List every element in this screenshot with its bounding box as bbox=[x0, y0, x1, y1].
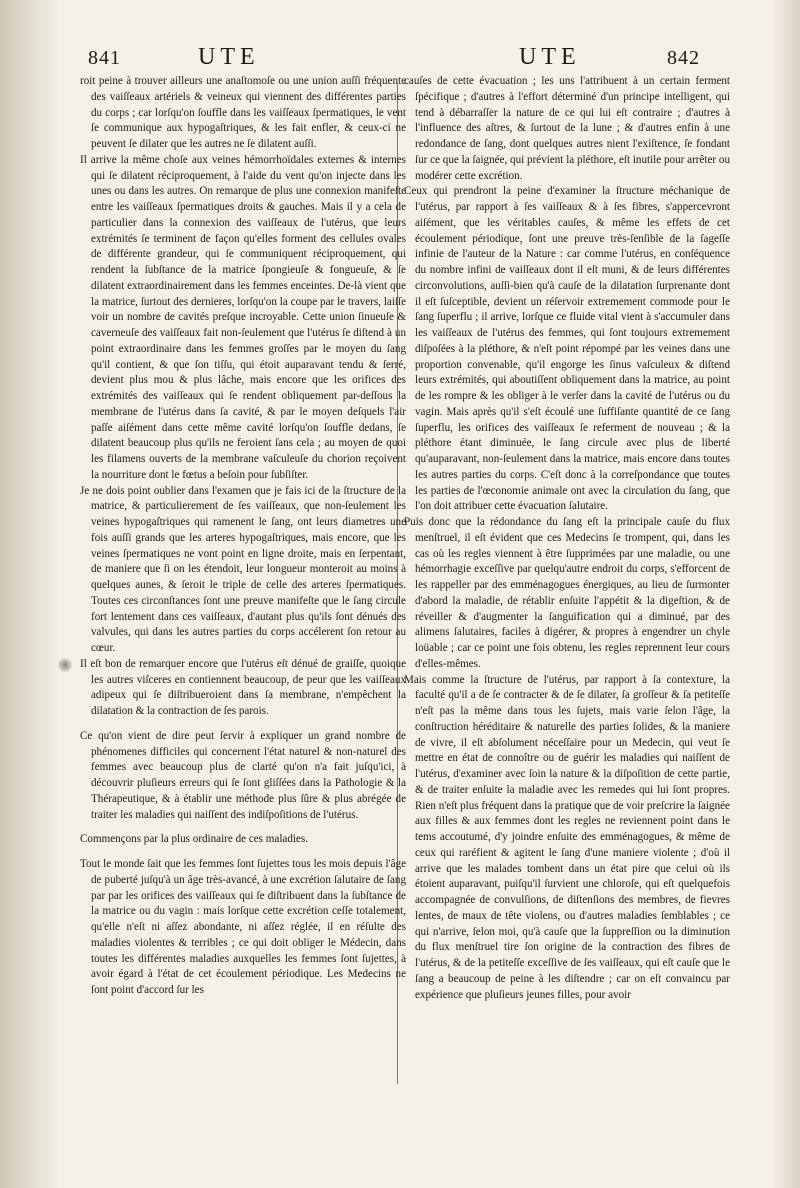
paragraph: Il arrive la même choſe aux veines hémorrhoïdales externes & internes qui ſe dilatent réciproquement, à l'aide du vent qu'on injecte dans les unes ou dans les autres. On remarque de plus une connexion manifeſte entre les vaiſſeaux ſpermatiques droits & gauches. Mais il y a cela de particulier dans la connexion des vaiſſeaux de l'utérus, que leurs extrémités ſe terminent de façon qu'elles forment des cellules ovales de différente grandeur, qui ſe communiquent réciproquement, qui rendent la ſubſtance de la matrice ſpongieuſe & fongueuſe, & ſe dilatent extraordinairement dans les femmes enceintes. De-là vient que la matrice, ſurtout des dernieres, lorſqu'on la coupe par le travers, laiſſe voir un nombre de cavités preſque incroyable. Cette union ſinueuſe & caverneuſe des vaiſſeaux fait non-ſeulement que l'utérus ſe diſtend à un point extraordinaire dans les femmes groſſes par le moyen du ſang qu'il contient, & que ſon tiſſu, qui étoit auparavant tendu & ſerré, devient plus mou & plus lâche, mais encore que les orifices des extrémités des vaiſſeaux qui ſe rendent obliquement par-deſſous la membrane de l'utérus dans ſa cavité, & par le moyen deſquels l'air paſſe aiſément dans cette même cavité lorſqu'on ſouffle dedans, ſe dilatent beaucoup plus qu'ils ne feroient ſans cela ; au moyen de quoi les filamens ouverts de la membrane vaſculeuſe du chorion reçoivent la nourriture dont le fœtus a beſoin pour ſubſiſter. bbox=[80, 153, 406, 481]
paragraph: Commençons par la plus ordinaire de ces maladies. bbox=[80, 833, 308, 846]
right-column bbox=[404, 74, 730, 1104]
paragraph: Ce qu'on vient de dire peut ſervir à expliquer un grand nombre de phénomenes difficiles qui concernent l'état naturel & non-naturel des femmes avec beaucoup plus de clarté qu'on n'a fait juſqu'ici, à découvrir pluſieurs erreurs qui ſe ſont gliſſées dans la Pathologie & la Thérapeutique, & à établir une méthode plus ſûre & plus abrégée de traiter les maladies qui naiſſent des indiſpoſitions de l'utérus. bbox=[80, 729, 406, 821]
left-column bbox=[80, 74, 406, 1104]
paragraph: Il eſt bon de remarquer encore que l'utérus eſt dénué de graiſſe, quoique les autres viſceres en contiennent beaucoup, de peur que les vaiſſeaux adipeux qui ſe diſtribueroient dans ſa membrane, n'empêchent la dilatation & la contraction de ſes parois. bbox=[80, 657, 406, 717]
right-running-title: UTE bbox=[519, 44, 581, 70]
page-gutter-shadow bbox=[0, 0, 60, 1188]
paragraph: Mais comme la ſtructure de l'utérus, par rapport à ſa contexture, la faculté qu'il a de ſe contracter & de ſe dilater, ſa groſſeur & ſa petiteſſe n'eſt pas la même dans tous les ſujets, mais varie ſelon l'âge, la conſtruction héréditaire & naturelle des parties ſolides, & la maniere de vivre, il eſt abſolument néceſſaire pour un Medecin, qui veut ſe mettre en état de connoître ou de guérir les maladies qui naiſſent de l'utérus, d'examiner avec ſoin la nature & la diſpoſition de cette partie, & de traiter enſuite la maladie avec les remedes qui lui ſont propres. Rien n'eſt plus fréquent dans la pratique que de voir preſcrire la ſaignée aux filles & aux femmes dont les regles ne reviennent point dans le tems accoutumé, d'y joindre enſuite des emménagogues, & même de ceux qui raréfient & agitent le ſang d'une maniere violente ; d'où il arrive que les malades tombent dans un état pire que celui où ils étoient auparavant, puiſqu'il ſurvient une chloroſe, qui eſt quelquefois accompagnée de convulſions, de diſtenſions des membres, de fievres lentes, de maux de tête violens, ou d'autres maladies ſemblables ; ce qui n'arrive, ſelon moi, qu'à cauſe que la ſuppreſſion ou la diminution du flux menſtruel tire ſon origine de la contraction des fibres de l'utérus, & de la petiteſſe exceſſive de ſes vaiſſeaux, qui eſt cauſe que le ſang a beaucoup de peine à les diſtendre ; car on eſt convaincu par expérience que pluſieurs jeunes filles, pour avoir bbox=[404, 673, 730, 1001]
left-running-title: UTE bbox=[198, 44, 260, 70]
running-header bbox=[70, 44, 750, 74]
paragraph: Ceux qui prendront la peine d'examiner la ſtructure méchanique de l'utérus, par rapport à ſes vaiſſeaux & à ſes fibres, s'appercevront aiſément, que les véritables cauſes, & même les effets de cet écoulement périodique, ſont une preuve très-ſenſible de la ſageſſe infinie de l'auteur de la Nature : car comme l'utérus, en conſéquence du nombre infini de vaiſſeaux dont il eſt muni, & de leurs différentes circonvolutions, auſſi-bien qu'à cauſe de la dilatation ſurprenante dont il eſt ſuſceptible, devient un réſervoir extremement commode pour le ſang ſuperflu ; il arrive, lorſque ce fluide vital vient à s'accumuler dans les vaiſſeaux de l'utérus des femmes, qui ſont toujours extremement diſpoſées à la pléthore, & n'eſt point répompé par les veines dans une proportion convenable, qu'il engorge les ſinus vaſculeux & diſtend leurs extrémités, qui aboutiſſent obliquement dans la matrice, au point de les rompre & les obliger à le verſer dans la cavité de l'utérus ou du vagin. Mais après qu'il s'eſt écoulé une ſuffiſante quantité de ce ſang ſuperflu, les orifices des vaiſſeaux ſe referment de nouveau ; & la pléthore étant diminuée, le ſang circule avec plus de liberté qu'auparavant, non-ſeulement dans la matrice, mais encore dans toutes les autres parties du corps. C'eſt donc à la correſpondance que toutes les parties de l'œconomie animale ont avec la circulation du ſang, que l'on doit attribuer cette évacuation ſalutaire. bbox=[404, 185, 730, 513]
paragraph: cauſes de cette évacuation ; les uns l'attribuent à un certain ferment ſpécifique ; d'autres à l'effort déterminé d'un principe intelligent, qui tend à débarraſſer la nature de ce qui lui eſt contraire ; d'autres à l'influence des aſtres, & ſurtout de la lune ; & d'autres enfin à une redondance de ſang, dont quelques autres nient l'exiſtence, ſe fondant ſur ce que la ſaignée, qui prévient la pléthore, eſt inutile pour arrêter ou modérer cette excrétion. bbox=[404, 75, 730, 182]
paragraph: Tout le monde ſait que les femmes ſont ſujettes tous les mois depuis l'âge de puberté juſqu'à un âge très-avancé, à une excrétion ſalutaire de ſang par par les orifices des vaiſſeaux qui ſe diſtribuent dans la ſubſtance de la matrice ou du vagin : mais lorſque cette excrétion ceſſe totalement, qu'elle n'eſt ni aſſez abondante, ni aſſez réglée, il en réſulte des maladies violentes & terribles ; ce qui doit obliger le Médecin, dans toutes les différentes maladies auxquelles les femmes ſont ſujettes, à avoir égard à l'état de cet écoulement périodique. Les Medecins ne ſont point d'accord ſur les bbox=[80, 858, 406, 996]
paragraph: Je ne dois point oublier dans l'examen que je fais ici de la ſtructure de la matrice, & particulierement de ſes vaiſſeaux, que non-ſeulement les veines hypogaſtriques qui ramenent le ſang, ont leurs diametres une fois auſſi grands que les arteres hypogaſtriques, mais encore, que les veines ſpermatiques ne vont point en ligne droite, mais en ſerpentant, de maniere que ſi on les étendoit, leur longueur monteroit au moins à quelques aunes, & ſeroit le triple de celle des arteres ſpermatiques. Toutes ces circonſtances ſont une preuve manifeſte que le ſang circule fort lentement dans ces vaiſſeaux, d'autant plus qu'ils ſont dénués des valvules, qui dans les autres parties du corps accélerent ſon retour au cœur. bbox=[80, 484, 406, 654]
ink-stain bbox=[58, 658, 72, 672]
right-page-number: 842 bbox=[667, 47, 700, 69]
paragraph: Puis donc que la rédondance du ſang eſt la principale cauſe du flux menſtruel, il eſt évident que ces Medecins ſe trompent, qui, dans les cas où les regles viennent à être ſupprimées par une maladie, ou une hémorrhagie exceſſive par quelqu'autre endroit du corps, s'efforcent de les rappeller par des emménagogues énergiques, au lieu de ſurmonter d'abord la maladie, de rétablir enſuite l'appétit & la digeſtion, & de réveiller & d'augmenter la ſanguification qui a diminué, par des alimens ſalutaires, faciles à digérer, & propres à engendrer un chyle loüable ; car ce point une fois obtenu, les regles reprennent leur cours d'elles-mêmes. bbox=[404, 516, 730, 670]
page-edge-shadow bbox=[772, 0, 800, 1188]
left-page-number: 841 bbox=[88, 47, 121, 69]
paragraph: roit peine à trouver ailleurs une anaſtomoſe ou une union auſſi fréquente des vaiſſeaux artériels & veineux qui viennent des différentes parties du corps ; car lorſqu'on ſouffle dans les vaiſſeaux ſpermatiques, le vent ſe communique aux hypogaſtriques, & les fait enfler, & ceux-ci ne peuvent ſe dilater que les autres ne ſe dilatent auſſi. bbox=[80, 75, 406, 150]
